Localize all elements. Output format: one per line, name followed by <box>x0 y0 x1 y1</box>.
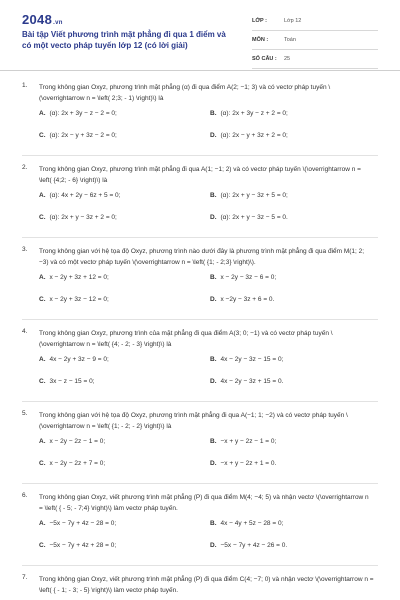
meta-value: Lớp 12 <box>284 18 302 24</box>
option-d[interactable] <box>210 460 276 470</box>
meta-row-subject <box>252 31 378 50</box>
question-7 <box>0 568 400 598</box>
option-label: A. <box>39 192 46 199</box>
option-label: C. <box>39 214 46 221</box>
option-label: B. <box>210 192 217 199</box>
option-label: A. <box>39 274 46 281</box>
option-text: −5x − 7y + 4z − 28 = 0; <box>49 520 117 527</box>
option-text: −x + y − 2z + 1 = 0. <box>220 460 277 467</box>
question-number: 6. <box>22 492 28 499</box>
question-stem: Trong không gian với hệ tọa độ Oxyz, phương trình mặt phẳng đi qua A(−1; 1; −2) và có vectơ pháp tuyến \(\overrightarrow n = \left( {1; - 2; - 2} \right)\) là <box>39 412 348 430</box>
question-2 <box>0 158 400 240</box>
option-text: −5x − 7y + 4z + 28 = 0; <box>49 542 117 549</box>
option-label: D. <box>210 542 217 549</box>
question-divider <box>22 155 378 156</box>
option-text: x − 2y + 3z + 12 = 0; <box>49 274 109 281</box>
question-number: 2. <box>22 164 28 171</box>
question-divider <box>22 237 378 238</box>
meta-info-box <box>252 12 378 69</box>
option-c[interactable] <box>39 542 116 552</box>
option-b[interactable] <box>210 192 288 202</box>
option-label: C. <box>39 296 46 303</box>
question-number: 4. <box>22 328 28 335</box>
option-label: B. <box>210 274 217 281</box>
option-b[interactable] <box>210 438 276 448</box>
question-4 <box>0 322 400 404</box>
document-title: Bài tập Viết phương trình mặt phẳng đi qua 1 điểm và có một vecto pháp tuyến lớp 12 (có lời giải) <box>22 30 226 50</box>
option-label: C. <box>39 132 46 139</box>
option-text: (α): 2x − y + 3z − 2 = 0; <box>49 132 117 139</box>
meta-key: SỐ CÂU : <box>252 56 277 62</box>
question-stem: Trong không gian Oxyz, phương trình mặt phẳng đi qua A(1; −1; 2) và có vectơ pháp tuyến \(\overrightarrow n = \left( {4;2; - 6} \right)\) là <box>39 166 361 184</box>
option-text: x − 2y − 2z − 1 = 0; <box>49 438 106 445</box>
option-text: (α): 4x + 2y − 6z + 5 = 0; <box>49 192 121 199</box>
option-label: A. <box>39 438 46 445</box>
question-number: 1. <box>22 82 28 89</box>
question-stem: Trong không gian Oxyz, phương trình mặt phẳng (α) đi qua điểm A(2; −1; 3) và có vectơ pháp tuyến \(\overrightarrow n = \left( 2;3; - 1) \right)\) là <box>39 84 331 102</box>
question-number: 5. <box>22 410 28 417</box>
logo-text: 2048 <box>22 12 53 27</box>
option-label: C. <box>39 542 46 549</box>
option-label: D. <box>210 296 217 303</box>
question-divider <box>22 319 378 320</box>
option-text: 4x − 4y + 5z − 28 = 0; <box>220 520 284 527</box>
logo-suffix: .vn <box>53 20 63 26</box>
option-b[interactable] <box>210 520 283 530</box>
option-text: x − 2y − 3z − 6 = 0; <box>220 274 277 281</box>
question-divider <box>22 483 378 484</box>
option-d[interactable] <box>210 132 288 142</box>
question-number: 3. <box>22 246 28 253</box>
option-text: (α): 2x + 3y − z − 2 = 0; <box>49 110 117 117</box>
option-label: D. <box>210 460 217 467</box>
option-c[interactable] <box>39 378 95 388</box>
option-a[interactable] <box>39 274 109 284</box>
option-label: B. <box>210 110 217 117</box>
question-divider <box>22 401 378 402</box>
meta-value: 25 <box>284 56 291 62</box>
question-6 <box>0 486 400 568</box>
meta-value: Toán <box>284 37 296 43</box>
option-a[interactable] <box>39 520 116 530</box>
option-text: (α): 2x − y + 3z + 2 = 0; <box>220 132 288 139</box>
option-text: (α): 2x + y − 3z − 5 = 0. <box>220 214 288 221</box>
option-b[interactable] <box>210 356 283 366</box>
option-label: D. <box>210 214 217 221</box>
option-text: 4x − 2y − 3z − 15 = 0; <box>220 356 284 363</box>
option-label: B. <box>210 438 217 445</box>
question-number: 7. <box>22 574 28 581</box>
option-c[interactable] <box>39 132 117 142</box>
option-text: (α): 2x + 3y − z + 2 = 0; <box>220 110 288 117</box>
option-a[interactable] <box>39 356 109 366</box>
option-d[interactable] <box>210 214 288 224</box>
question-3 <box>0 240 400 322</box>
option-text: x − 2y + 3z − 12 = 0; <box>49 296 109 303</box>
option-label: D. <box>210 132 217 139</box>
question-stem: Trong không gian với hệ tọa độ Oxyz, phương trình nào dưới đây là phương trình mặt phẳng đi qua điểm M(1; 2; −3) và có một vectơ pháp tuyến \(\overrightarrow n = \left( {1; - 2;3} \right)\). <box>39 248 365 266</box>
option-label: C. <box>39 378 46 385</box>
option-label: A. <box>39 520 46 527</box>
option-text: x − 2y − 2z + 7 = 0; <box>49 460 106 467</box>
option-label: C. <box>39 460 46 467</box>
option-label: A. <box>39 356 46 363</box>
option-label: D. <box>210 378 217 385</box>
meta-row-class <box>252 12 378 31</box>
option-label: B. <box>210 356 217 363</box>
question-1 <box>0 76 400 158</box>
option-d[interactable] <box>210 378 283 388</box>
option-text: x −2y − 3z + 6 = 0. <box>220 296 275 303</box>
option-text: 3x − z − 15 = 0; <box>49 378 95 385</box>
document-header <box>0 0 400 66</box>
site-logo[interactable] <box>22 12 63 27</box>
option-label: B. <box>210 520 217 527</box>
option-b[interactable] <box>210 110 288 120</box>
option-text: 4x − 2y − 3z + 15 = 0. <box>220 378 284 385</box>
option-d[interactable] <box>210 296 274 306</box>
option-text: −x + y − 2z − 1 = 0; <box>220 438 277 445</box>
header-divider <box>0 70 400 71</box>
option-a[interactable] <box>39 110 117 120</box>
question-list <box>0 76 400 598</box>
question-divider <box>22 565 378 566</box>
option-text: (α): 2x + y − 3z + 5 = 0; <box>220 192 288 199</box>
meta-key: LỚP : <box>252 18 267 24</box>
question-stem: Trong không gian Oxyz, phương trình của mặt phẳng đi qua điểm A(3; 0; −1) và có vectơ pháp tuyến \(\overrightarrow n = \left( {4; - 2; - 3} \right)\) là <box>39 330 333 348</box>
question-stem: Trong không gian Oxyz, viết phương trình mặt phẳng (P) đi qua điểm M(4; −4; 5) và nhận vectơ \(\overrightarrow n = \left( { - 5; - 7;4} \right)\) làm vectơ pháp tuyến. <box>39 494 369 512</box>
option-text: (α): 2x + y − 3z + 2 = 0; <box>49 214 117 221</box>
option-label: A. <box>39 110 46 117</box>
option-text: −5x − 7y + 4z − 26 = 0. <box>220 542 288 549</box>
option-d[interactable] <box>210 542 287 552</box>
option-a[interactable] <box>39 192 120 202</box>
question-5 <box>0 404 400 486</box>
meta-row-question-count <box>252 50 378 69</box>
option-c[interactable] <box>39 460 105 470</box>
option-text: 4x − 2y + 3z − 9 = 0; <box>49 356 109 363</box>
meta-key: MÔN : <box>252 37 269 43</box>
option-a[interactable] <box>39 438 105 448</box>
question-stem: Trong không gian Oxyz, viết phương trình mặt phẳng (P) đi qua điểm C(4; −7; 0) và nhận vectơ \(\overrightarrow n = \left( { - 1; - 3; - 5} \right)\) làm vectơ pháp tuyến. <box>39 576 374 594</box>
option-c[interactable] <box>39 296 109 306</box>
option-b[interactable] <box>210 274 276 284</box>
option-c[interactable] <box>39 214 117 224</box>
